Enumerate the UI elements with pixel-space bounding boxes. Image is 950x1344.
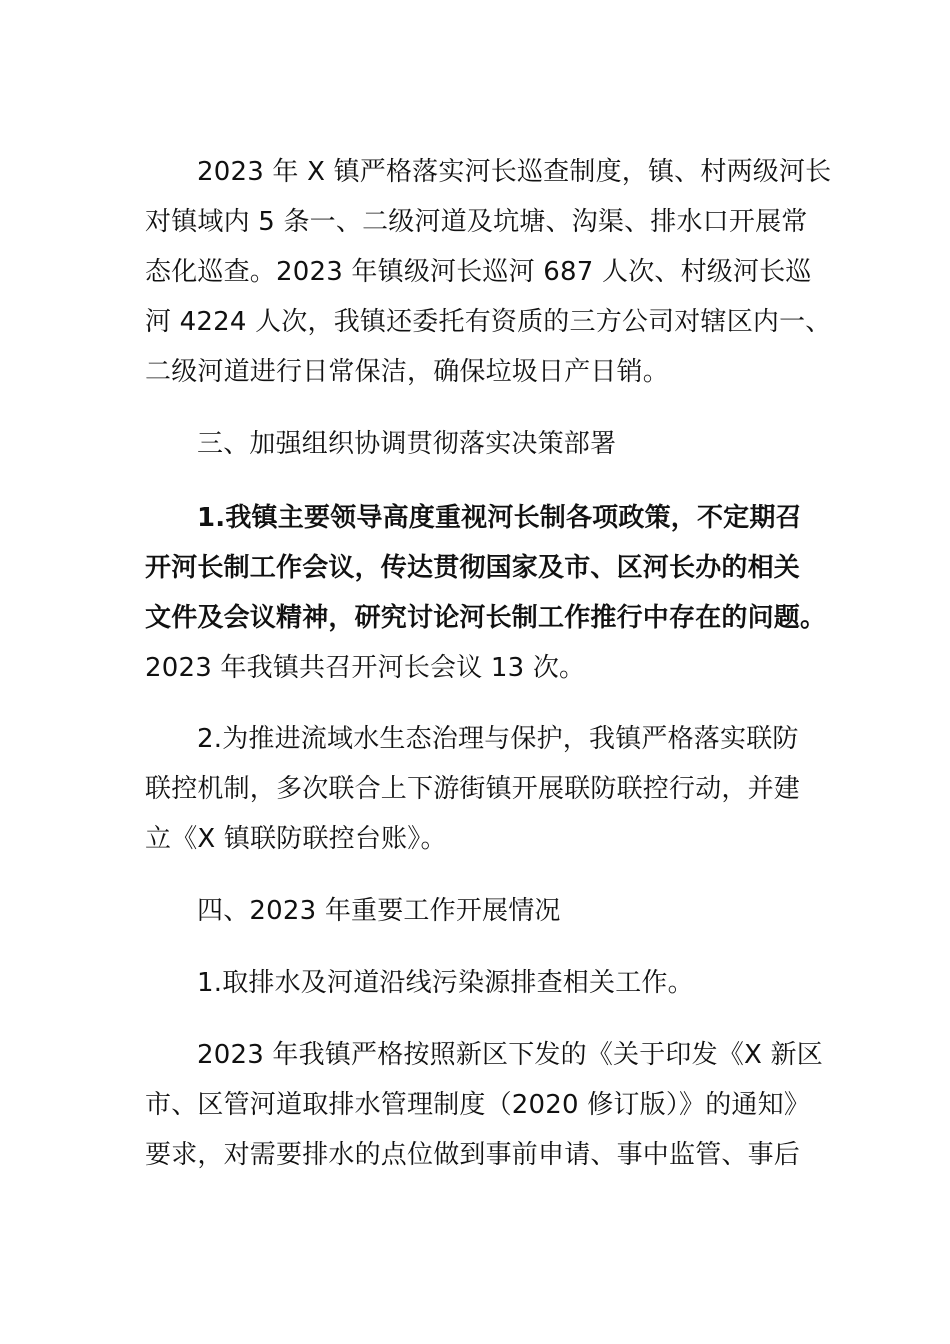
text-line: 1.我镇主要领导高度重视河长制各项政策，不定期召 [197, 503, 802, 533]
text-line: 立《X 镇联防联控台账》。 [145, 824, 447, 854]
text-line: 1.取排水及河道沿线污染源排查相关工作。 [197, 968, 694, 998]
text-line: 四、2023 年重要工作开展情况 [197, 896, 561, 926]
text-line: 态化巡查。2023 年镇级河长巡河 687 人次、村级河长巡 [145, 257, 812, 287]
text-line: 河 4224 人次，我镇还委托有资质的三方公司对辖区内一、 [145, 307, 832, 337]
text-line: 2023 年 X 镇严格落实河长巡查制度，镇、村两级河长 [197, 157, 832, 187]
text-line: 要求，对需要排水的点位做到事前申请、事中监管、事后 [145, 1140, 801, 1170]
text-line: 联控机制，多次联合上下游街镇开展联防联控行动，并建 [145, 774, 801, 804]
text-line: 2023 年我镇严格按照新区下发的《关于印发《X 新区 [197, 1040, 823, 1070]
text-line: 文件及会议精神，研究讨论河长制工作推行中存在的问题。 [145, 603, 827, 633]
text-line: 三、加强组织协调贯彻落实决策部署 [197, 429, 617, 459]
text-line: 二级河道进行日常保洁，确保垃圾日产日销。 [145, 357, 670, 387]
text-line: 2023 年我镇共召开河长会议 13 次。 [145, 653, 586, 683]
text-line: 2.为推进流域水生态治理与保护，我镇严格落实联防 [197, 724, 799, 754]
text-line: 开河长制工作会议，传达贯彻国家及市、区河长办的相关 [145, 553, 801, 583]
text-line: 对镇域内 5 条一、二级河道及坑塘、沟渠、排水口开展常 [145, 207, 808, 237]
text-line: 市、区管河道取排水管理制度（2020 修订版）》的通知》 [145, 1090, 811, 1120]
